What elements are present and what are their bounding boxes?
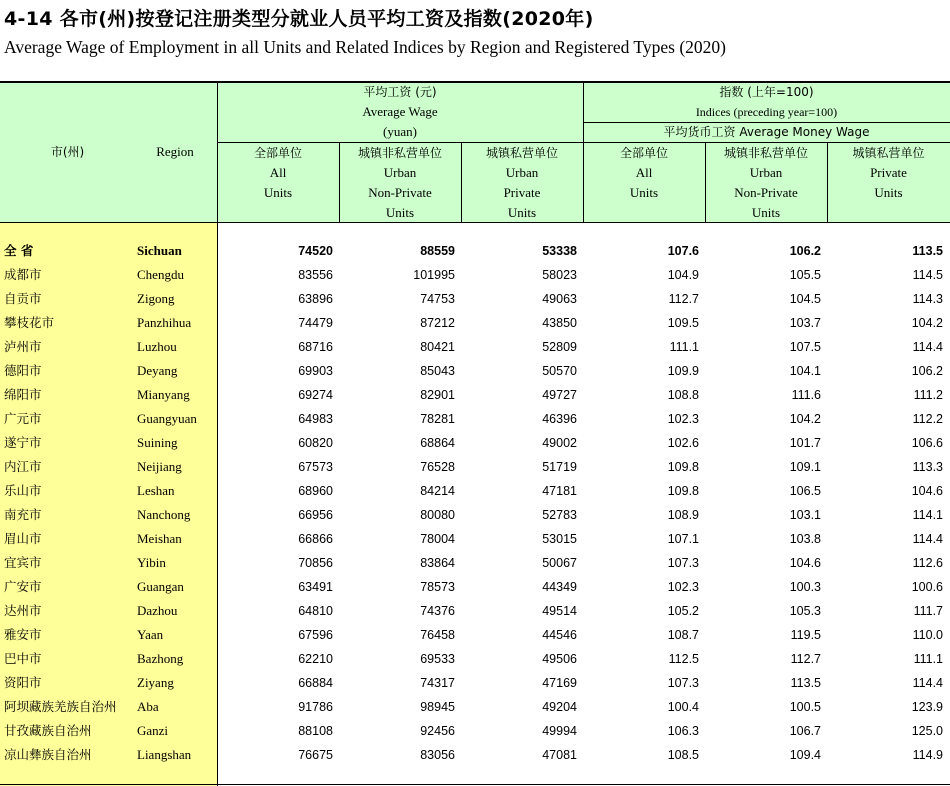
table-cell: 109.1 bbox=[789, 460, 821, 474]
table-cell: 68864 bbox=[420, 436, 455, 450]
region-name-en: Suining bbox=[137, 435, 178, 450]
region-name-en: Yibin bbox=[137, 555, 166, 570]
table-cell: 107.6 bbox=[667, 244, 699, 258]
table-cell: 63491 bbox=[298, 580, 333, 594]
header-money-wage: 平均货币工资 Average Money Wage bbox=[663, 125, 870, 139]
region-name-en: Sichuan bbox=[137, 243, 182, 258]
table-cell: 107.3 bbox=[667, 676, 699, 690]
table-cell: 49506 bbox=[542, 652, 577, 666]
table-cell: 84214 bbox=[420, 484, 455, 498]
table-cell: 103.8 bbox=[789, 532, 821, 546]
table-cell: 67596 bbox=[298, 628, 333, 642]
table-cell: 49063 bbox=[542, 292, 577, 306]
table-cell: 74376 bbox=[420, 604, 455, 618]
table-cell: 104.1 bbox=[789, 364, 821, 378]
table-cell: 50067 bbox=[542, 556, 577, 570]
table-row bbox=[0, 479, 950, 503]
table-row bbox=[0, 311, 950, 335]
region-name-cn: 全 省 bbox=[4, 243, 34, 258]
region-name-cn: 自贡市 bbox=[4, 291, 42, 306]
header-col-private-index: 城镇私营单位 Private Units bbox=[852, 146, 925, 200]
table-cell: 102.3 bbox=[667, 580, 699, 594]
table-row bbox=[0, 503, 950, 527]
table-cell: 111.1 bbox=[913, 652, 943, 666]
table-cell: 102.3 bbox=[667, 412, 699, 426]
table-cell: 52783 bbox=[542, 508, 577, 522]
table-cell: 76675 bbox=[298, 748, 333, 762]
table-cell: 98945 bbox=[420, 700, 455, 714]
table-cell: 112.2 bbox=[912, 412, 943, 426]
region-name-cn: 乐山市 bbox=[4, 483, 42, 498]
table-cell: 112.6 bbox=[912, 556, 943, 570]
region-name-cn: 内江市 bbox=[4, 459, 42, 474]
region-name-en: Luzhou bbox=[137, 339, 177, 354]
table-cell: 108.5 bbox=[667, 748, 699, 762]
region-name-en: Neijiang bbox=[137, 459, 182, 474]
table-cell: 47169 bbox=[542, 676, 577, 690]
table-row bbox=[0, 551, 950, 575]
table-cell: 112.5 bbox=[668, 652, 699, 666]
table-cell: 101995 bbox=[413, 268, 455, 282]
table-cell: 49994 bbox=[542, 724, 577, 738]
region-name-en: Meishan bbox=[137, 531, 182, 546]
table-cell: 119.5 bbox=[790, 628, 821, 642]
region-name-cn: 凉山彝族自治州 bbox=[4, 747, 92, 762]
region-name-cn: 绵阳市 bbox=[4, 387, 42, 402]
page-title-en: Average Wage of Employment in all Units and Related Indices by Region and Registered Types (2020) bbox=[4, 37, 726, 57]
region-name-cn: 泸州市 bbox=[4, 339, 42, 354]
table-cell: 104.6 bbox=[911, 484, 943, 498]
header-col-urban-nonprivate-wage: 城镇非私营单位 Urban Non-Private Units bbox=[357, 146, 442, 220]
table-cell: 67573 bbox=[298, 460, 333, 474]
region-name-en: Guangyuan bbox=[137, 411, 197, 426]
table-cell: 110.0 bbox=[912, 628, 943, 642]
table-row bbox=[0, 743, 950, 767]
table-cell: 103.7 bbox=[789, 316, 821, 330]
table-cell: 104.2 bbox=[911, 316, 943, 330]
table-cell: 108.8 bbox=[667, 388, 699, 402]
table-cell: 66884 bbox=[298, 676, 333, 690]
region-name-cn: 广安市 bbox=[4, 579, 42, 594]
table-cell: 70856 bbox=[298, 556, 333, 570]
table-cell: 47181 bbox=[542, 484, 577, 498]
table-cell: 68960 bbox=[298, 484, 333, 498]
table-row bbox=[0, 359, 950, 383]
table-cell: 53338 bbox=[542, 244, 577, 258]
table-cell: 113.5 bbox=[790, 676, 821, 690]
table-cell: 113.3 bbox=[912, 460, 943, 474]
table-cell: 46396 bbox=[542, 412, 577, 426]
table-row bbox=[0, 695, 950, 719]
region-name-en: Bazhong bbox=[137, 651, 184, 666]
table-row bbox=[0, 599, 950, 623]
table-cell: 112.7 bbox=[668, 292, 699, 306]
table-cell: 85043 bbox=[420, 364, 455, 378]
region-name-cn: 眉山市 bbox=[4, 531, 42, 546]
table-row bbox=[0, 527, 950, 551]
table-cell: 105.2 bbox=[667, 604, 699, 618]
table-cell: 107.1 bbox=[667, 532, 699, 546]
table-cell: 49002 bbox=[542, 436, 577, 450]
table-row bbox=[0, 431, 950, 455]
table-cell: 107.5 bbox=[789, 340, 821, 354]
region-name-cn: 达州市 bbox=[4, 603, 42, 618]
header-region-en: Region bbox=[156, 144, 194, 159]
region-name-en: Deyang bbox=[137, 363, 178, 378]
region-name-cn: 遂宁市 bbox=[4, 435, 42, 450]
table-cell: 101.7 bbox=[789, 436, 821, 450]
table-cell: 108.7 bbox=[667, 628, 699, 642]
table-cell: 74520 bbox=[298, 244, 333, 258]
table-row bbox=[0, 671, 950, 695]
table-cell: 111.7 bbox=[913, 604, 943, 618]
table-cell: 83056 bbox=[420, 748, 455, 762]
table-row bbox=[0, 407, 950, 431]
header-index-cn: 指数 (上年=100) bbox=[719, 85, 814, 99]
table-cell: 88108 bbox=[298, 724, 333, 738]
table-cell: 88559 bbox=[420, 244, 455, 258]
header-col-urban-private-wage: 城镇私营单位 Urban Private Units bbox=[485, 146, 558, 220]
table-cell: 68716 bbox=[298, 340, 333, 354]
table-cell: 106.7 bbox=[789, 724, 821, 738]
table-cell: 106.6 bbox=[911, 436, 943, 450]
table-cell: 104.6 bbox=[789, 556, 821, 570]
header-index-en: Indices (preceding year=100) bbox=[695, 105, 838, 119]
header-wage-en: Average Wage bbox=[362, 104, 438, 119]
table-cell: 100.4 bbox=[667, 700, 699, 714]
table-cell: 100.6 bbox=[911, 580, 943, 594]
table-cell: 114.4 bbox=[912, 676, 943, 690]
region-name-en: Guangan bbox=[137, 579, 184, 594]
table-row bbox=[0, 263, 950, 287]
table-cell: 83864 bbox=[420, 556, 455, 570]
table-cell: 80080 bbox=[420, 508, 455, 522]
table-cell: 114.5 bbox=[912, 268, 943, 282]
header-wage-unit: (yuan) bbox=[383, 124, 417, 139]
table-cell: 109.4 bbox=[789, 748, 821, 762]
region-name-en: Leshan bbox=[137, 483, 175, 498]
table-cell: 103.1 bbox=[789, 508, 821, 522]
table-cell: 107.3 bbox=[667, 556, 699, 570]
region-name-en: Panzhihua bbox=[137, 315, 192, 330]
table-cell: 105.5 bbox=[789, 268, 821, 282]
table-cell: 58023 bbox=[542, 268, 577, 282]
region-name-cn: 宜宾市 bbox=[4, 555, 42, 570]
table-cell: 74479 bbox=[298, 316, 333, 330]
region-name-cn: 攀枝花市 bbox=[4, 315, 55, 330]
header-col-all-units-index: 全部单位 All Units bbox=[619, 146, 668, 200]
table-cell: 114.3 bbox=[912, 292, 943, 306]
table-cell: 104.9 bbox=[667, 268, 699, 282]
table-cell: 44349 bbox=[542, 580, 577, 594]
table-cell: 123.9 bbox=[911, 700, 943, 714]
table-cell: 108.9 bbox=[667, 508, 699, 522]
table-cell: 91786 bbox=[298, 700, 333, 714]
table-cell: 66956 bbox=[298, 508, 333, 522]
table-cell: 50570 bbox=[542, 364, 577, 378]
region-name-cn: 广元市 bbox=[4, 411, 42, 426]
table-cell: 69274 bbox=[298, 388, 333, 402]
table-cell: 111.2 bbox=[913, 388, 943, 402]
table-cell: 51719 bbox=[542, 460, 577, 474]
table-row bbox=[0, 647, 950, 671]
region-name-en: Ziyang bbox=[137, 675, 174, 690]
table-cell: 82901 bbox=[420, 388, 455, 402]
table-row bbox=[0, 719, 950, 743]
table-row bbox=[0, 575, 950, 599]
page-title-cn: 4-14 各市(州)按登记注册类型分就业人员平均工资及指数(2020年) bbox=[4, 8, 594, 30]
table-cell: 66866 bbox=[298, 532, 333, 546]
table-cell: 111.1 bbox=[669, 340, 699, 354]
table-cell: 114.4 bbox=[912, 340, 943, 354]
table-cell: 44546 bbox=[542, 628, 577, 642]
table-cell: 78573 bbox=[420, 580, 455, 594]
table-row bbox=[0, 383, 950, 407]
region-name-en: Mianyang bbox=[137, 387, 190, 402]
region-name-cn: 阿坝藏族羌族自治州 bbox=[4, 699, 117, 714]
table-cell: 125.0 bbox=[911, 724, 943, 738]
table-cell: 114.1 bbox=[912, 508, 943, 522]
table-cell: 100.3 bbox=[789, 580, 821, 594]
table-cell: 109.8 bbox=[667, 460, 699, 474]
table-cell: 109.5 bbox=[667, 316, 699, 330]
table-cell: 62210 bbox=[298, 652, 333, 666]
table-cell: 112.7 bbox=[790, 652, 821, 666]
region-name-cn: 资阳市 bbox=[4, 675, 42, 690]
table-cell: 74753 bbox=[420, 292, 455, 306]
table-cell: 104.2 bbox=[789, 412, 821, 426]
table-row bbox=[0, 623, 950, 647]
region-name-cn: 德阳市 bbox=[4, 363, 42, 378]
table-row bbox=[0, 455, 950, 479]
table-cell: 87212 bbox=[420, 316, 455, 330]
table-cell: 106.5 bbox=[789, 484, 821, 498]
table-cell: 105.3 bbox=[789, 604, 821, 618]
table-cell: 63896 bbox=[298, 292, 333, 306]
table-cell: 114.9 bbox=[912, 748, 943, 762]
region-name-cn: 南充市 bbox=[4, 507, 42, 522]
table-cell: 109.8 bbox=[667, 484, 699, 498]
table-cell: 106.2 bbox=[911, 364, 943, 378]
region-name-en: Yaan bbox=[137, 627, 164, 642]
table-cell: 43850 bbox=[542, 316, 577, 330]
table-cell: 76528 bbox=[420, 460, 455, 474]
region-name-en: Aba bbox=[137, 699, 159, 714]
table-cell: 104.5 bbox=[789, 292, 821, 306]
table-cell: 100.5 bbox=[789, 700, 821, 714]
table-cell: 47081 bbox=[542, 748, 577, 762]
region-name-cn: 巴中市 bbox=[4, 651, 42, 666]
table-cell: 106.3 bbox=[667, 724, 699, 738]
region-name-cn: 雅安市 bbox=[4, 627, 42, 642]
region-name-en: Nanchong bbox=[137, 507, 191, 522]
region-name-en: Dazhou bbox=[137, 603, 178, 618]
table-row bbox=[0, 287, 950, 311]
region-name-en: Liangshan bbox=[137, 747, 192, 762]
region-name-en: Ganzi bbox=[137, 723, 169, 738]
table-cell: 113.5 bbox=[912, 244, 943, 258]
region-name-cn: 甘孜藏族自治州 bbox=[4, 723, 92, 738]
table-cell: 109.9 bbox=[667, 364, 699, 378]
table-cell: 53015 bbox=[542, 532, 577, 546]
table-cell: 76458 bbox=[420, 628, 455, 642]
table-cell: 69903 bbox=[298, 364, 333, 378]
table-cell: 64810 bbox=[298, 604, 333, 618]
table-cell: 49204 bbox=[542, 700, 577, 714]
table-cell: 106.2 bbox=[789, 244, 821, 258]
table-cell: 102.6 bbox=[667, 436, 699, 450]
table-cell: 78004 bbox=[420, 532, 455, 546]
header-col-all-units-wage: 全部单位 All Units bbox=[253, 146, 302, 200]
table-cell: 83556 bbox=[298, 268, 333, 282]
table-row-total bbox=[0, 239, 950, 263]
table-bottom-border bbox=[0, 784, 950, 785]
region-name-cn: 成都市 bbox=[4, 267, 42, 282]
table-cell: 74317 bbox=[420, 676, 455, 690]
region-name-en: Chengdu bbox=[137, 267, 184, 282]
table-cell: 78281 bbox=[420, 412, 455, 426]
table-cell: 60820 bbox=[298, 436, 333, 450]
table-cell: 111.6 bbox=[791, 388, 821, 402]
header-wage-cn: 平均工资 (元) bbox=[363, 85, 437, 99]
table-cell: 49514 bbox=[542, 604, 577, 618]
header-col-urban-nonprivate-index: 城镇非私营单位 Urban Non-Private Units bbox=[723, 146, 808, 220]
table-cell: 64983 bbox=[298, 412, 333, 426]
region-name-en: Zigong bbox=[137, 291, 175, 306]
table-cell: 80421 bbox=[420, 340, 455, 354]
table-cell: 92456 bbox=[420, 724, 455, 738]
header-city-cn: 市(州) bbox=[50, 145, 85, 159]
table-cell: 69533 bbox=[420, 652, 455, 666]
table-row bbox=[0, 335, 950, 359]
table-cell: 52809 bbox=[542, 340, 577, 354]
table-cell: 114.4 bbox=[912, 532, 943, 546]
table-cell: 49727 bbox=[542, 388, 577, 402]
